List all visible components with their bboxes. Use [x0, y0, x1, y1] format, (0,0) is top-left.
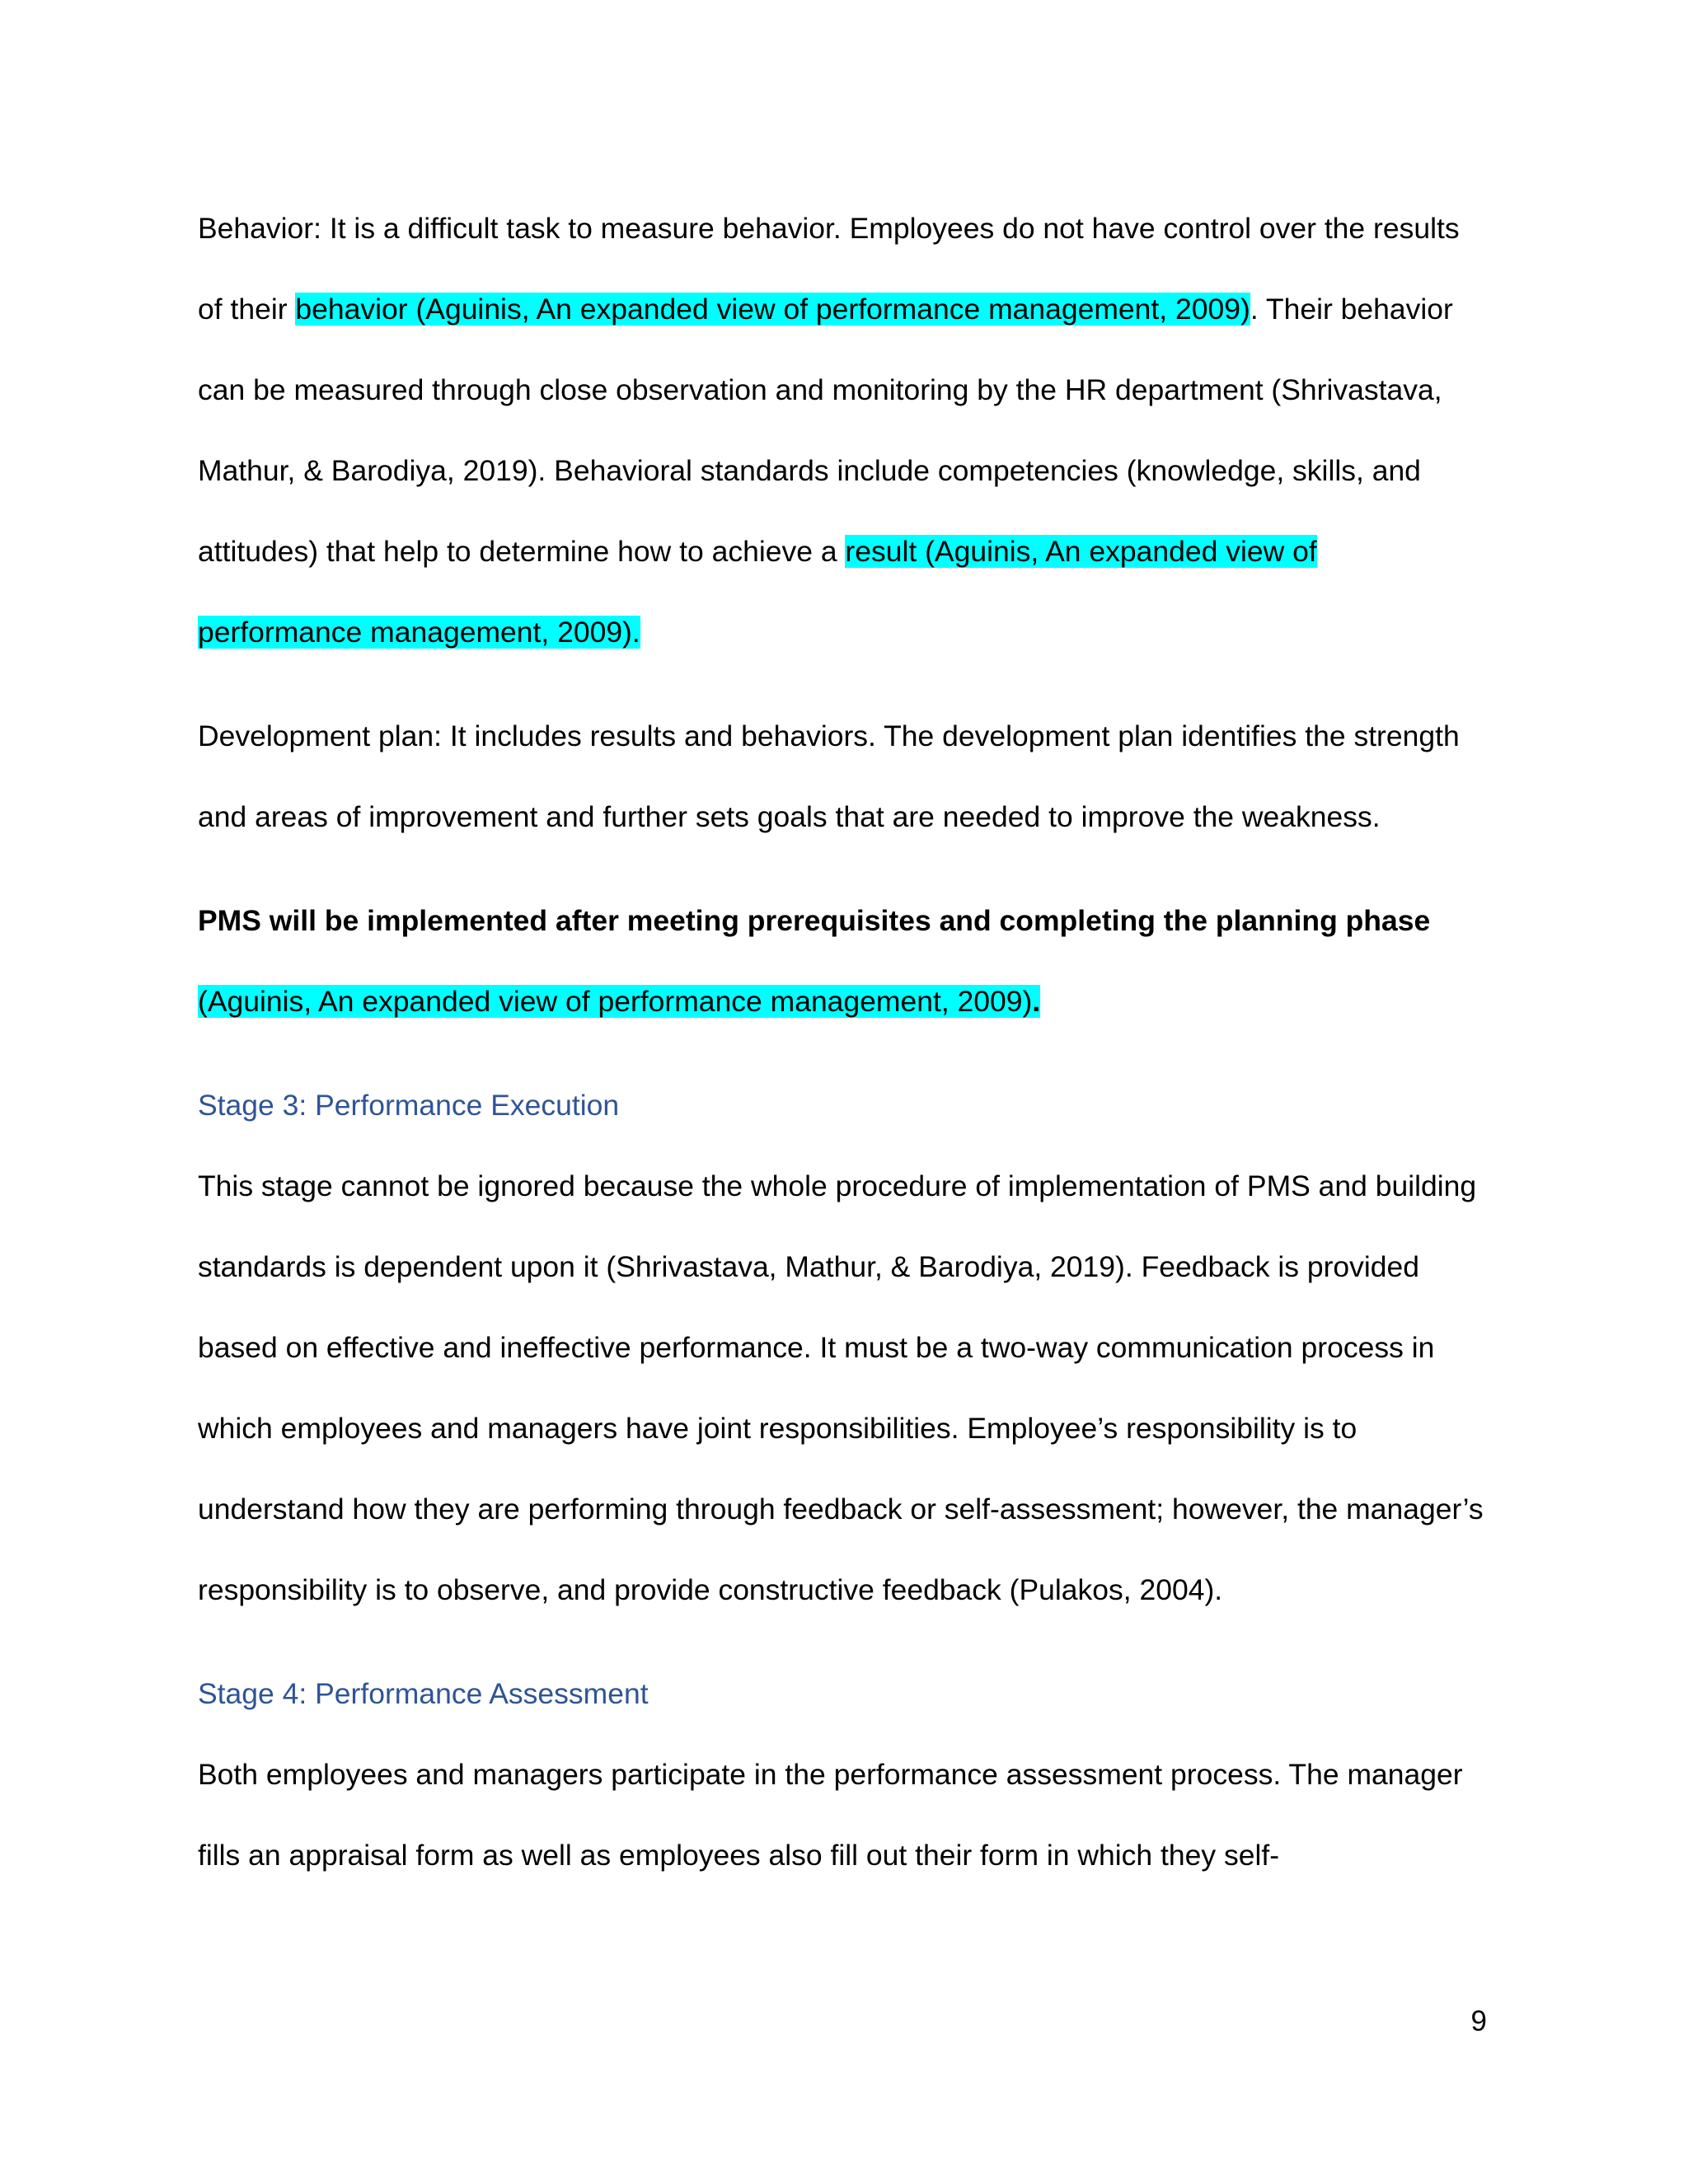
paragraph-pms	[198, 880, 1484, 1042]
pms-end: .	[1032, 985, 1041, 1018]
behavior-highlight-2: result (Aguinis, An expanded view of performance management, 2009).	[198, 535, 1317, 649]
paragraph-stage-4: Both employees and managers participate in the performance assessment process. The manager fills an appraisal form as well as employees also fill out their form in which they self-	[198, 1758, 1463, 1872]
paragraph-stage-3: This stage cannot be ignored because the whole procedure of implementation of PMS and building standards is dependent upon it (Shrivastava, Mathur, & Barodiya, 2019). Feedback is provided based on effective and ineffective performance. It must be a two-way communication process in which employees and managers have joint responsibilities. Employee’s responsibility is to understand how they are performing through feedback or self-assessment; however, the manager’s responsibility is to observe, and provide constructive feedback (Pulakos, 2004).	[198, 1169, 1484, 1606]
behavior-text-1: Behavior: It is a difficult task to measure behavior. Employees do not have control over the results of their	[198, 212, 1460, 326]
paragraph-development: Development plan: It includes results and behaviors. The development plan identifies the strength and areas of improvement and further sets goals that are needed to improve the weakness.	[198, 719, 1460, 833]
document-body	[198, 188, 1484, 1896]
pms-bold-text: PMS will be implemented after meeting prerequisites and completing the planning phase	[198, 904, 1431, 937]
behavior-text-2: . Their behavior can be measured through close observation and monitoring by the HR department (Shrivastava, Mathur, & Barodiya, 2019). Behavioral standards include competencies (knowledge, skills, and attitudes) that help to determine how to achieve a	[198, 293, 1453, 568]
heading-stage-4: Stage 4: Performance Assessment	[198, 1677, 649, 1710]
pms-highlight: (Aguinis, An expanded view of performance management, 2009)	[198, 985, 1033, 1018]
paragraph-behavior	[198, 188, 1484, 673]
page-number: 9	[1470, 2005, 1487, 2037]
behavior-highlight-1: behavior (Aguinis, An expanded view of performance management, 2009)	[295, 293, 1250, 326]
heading-stage-3: Stage 3: Performance Execution	[198, 1089, 620, 1122]
